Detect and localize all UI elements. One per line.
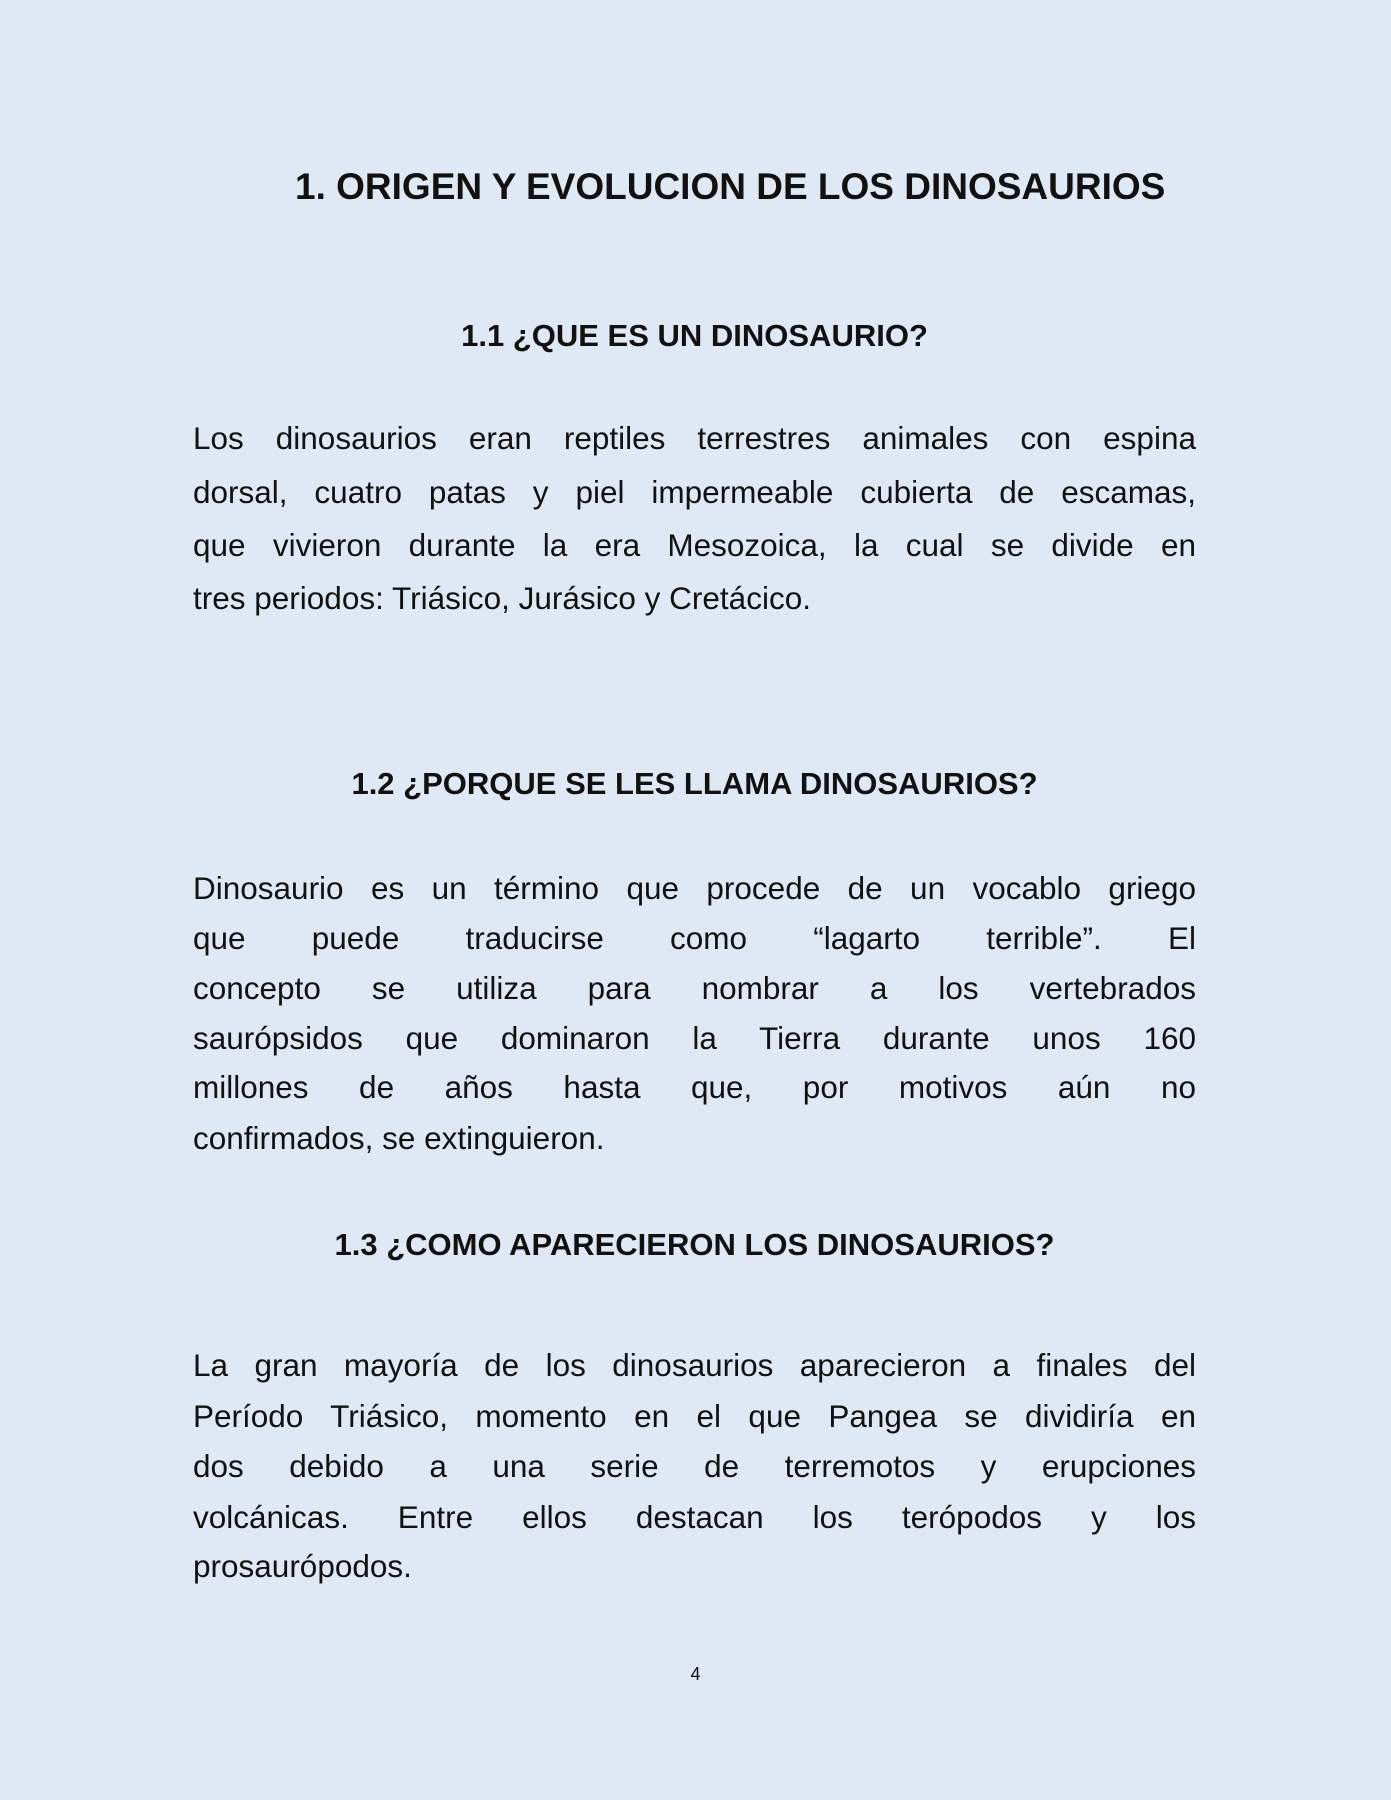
paragraph-line: volcánicas. Entre ellos destacan los terópodos y los — [193, 1499, 1196, 1535]
paragraph-line: confirmados, se extinguieron. — [193, 1120, 605, 1156]
paragraph-line: que puede traducirse como “lagarto terrible”. El — [193, 920, 1196, 956]
page-number: 4 — [690, 1664, 701, 1684]
paragraph-line: dorsal, cuatro patas y piel impermeable cubierta de escamas, — [193, 474, 1196, 510]
section-heading-1-1: 1.1 ¿QUE ES UN DINOSAURIO? — [461, 318, 928, 353]
paragraph-line: La gran mayoría de los dinosaurios aparecieron a finales del — [193, 1347, 1196, 1383]
paragraph-line: Período Triásico, momento en el que Pangea se dividiría en — [193, 1398, 1196, 1434]
paragraph-line: tres periodos: Triásico, Jurásico y Cretácico. — [193, 580, 811, 616]
paragraph-line: millones de años hasta que, por motivos aún no — [193, 1069, 1196, 1105]
section-heading-1-3: 1.3 ¿COMO APARECIERON LOS DINOSAURIOS? — [334, 1227, 1055, 1262]
paragraph-line: que vivieron durante la era Mesozoica, la cual se divide en — [193, 527, 1196, 563]
document-title: 1. ORIGEN Y EVOLUCION DE LOS DINOSAURIOS — [295, 166, 1166, 207]
paragraph-line: dos debido a una serie de terremotos y erupciones — [193, 1448, 1196, 1484]
paragraph-line: Dinosaurio es un término que procede de un vocablo griego — [193, 870, 1196, 906]
paragraph-line: concepto se utiliza para nombrar a los vertebrados — [193, 970, 1196, 1006]
paragraph-line: Los dinosaurios eran reptiles terrestres animales con espina — [193, 420, 1196, 456]
paragraph-line: prosaurópodos. — [193, 1548, 412, 1584]
section-heading-1-2: 1.2 ¿PORQUE SE LES LLAMA DINOSAURIOS? — [351, 766, 1038, 801]
paragraph-line: saurópsidos que dominaron la Tierra durante unos 160 — [193, 1020, 1196, 1056]
